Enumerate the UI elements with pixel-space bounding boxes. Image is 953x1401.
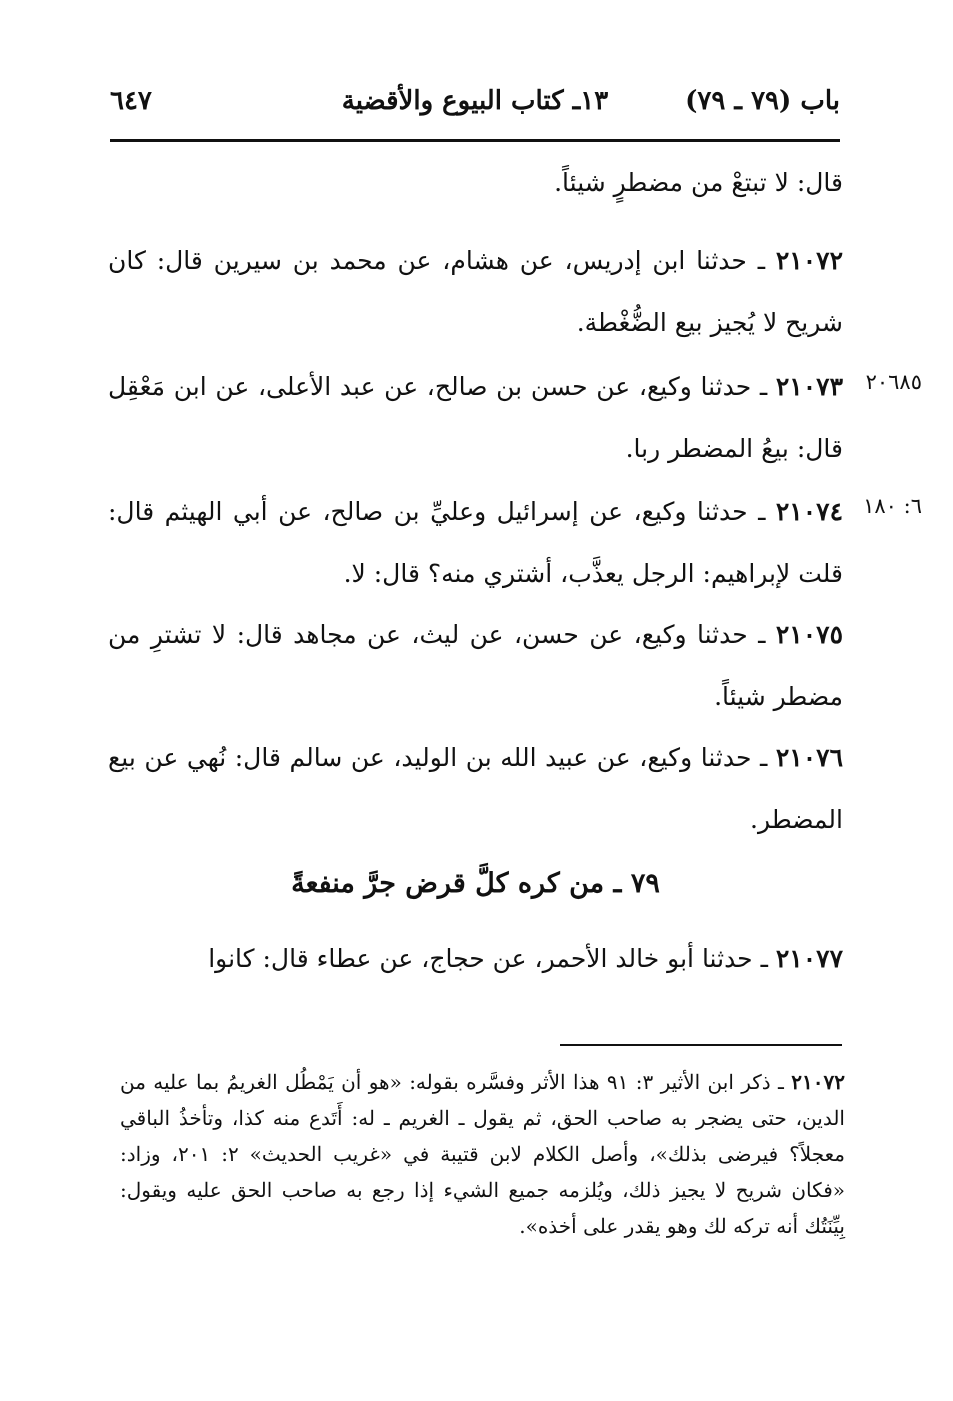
hadith-text: ـ حدثنا وكيع، عن إسرائيل وعليِّ بن صالح، عن أبي الهيثم قال: قلت لإبراهيم: الرجل يعذَّب، أشتري منه؟ قال: لا. [108, 497, 843, 588]
footnote-text: ـ ذكر ابن الأثير ٣: ٩١ هذا الأثر وفسَّره بقوله: «هو أن يَمْطُل الغريمُ بما عليه من الدين، حتى يضجر به صاحب الحق، ثم يقول ـ الغريم ـ له: أَتَدع منه كذا، وتأخذُ الباقي معجلاً؟ فيرضى بذلك»، وأصل الكلام لابن قتيبة في «غريب الحديث» ٢: ٢٠١، وزاد: «فكان شريح لا يجيز ذلك، ويُلزمه جميع الشيء إذا رجع به صاحب الحق عليه ويقول: بِيِّنَتُك أنه تركه لك وهو يقدر على أخذه». [120, 1070, 845, 1238]
hadith-number: ٢١٠٧٣ [775, 372, 843, 401]
hadith-number: ٢١٠٧٧ [775, 944, 843, 973]
hadith-number: ٢١٠٧٤ [775, 497, 843, 526]
hadith-21077 [108, 928, 843, 990]
margin-reference: ٢٠٦٨٥ [865, 370, 922, 394]
hadith-21072 [108, 230, 843, 354]
hadith-21073 [108, 356, 843, 480]
hadith-text: ـ حدثنا أبو خالد الأحمر، عن حجاج، عن عطاء قال: كانوا [208, 944, 776, 973]
hadith-text: ـ حدثنا وكيع، عن حسن، عن ليث، عن مجاهد قال: لا تشترِ من مضطر شيئاً. [108, 620, 843, 711]
footnote-number: ٢١٠٧٢ [791, 1070, 845, 1094]
footnote-divider [560, 1044, 842, 1046]
page-number: ٦٤٧ [110, 86, 152, 116]
footnote [120, 1064, 845, 1244]
hadith-text: ـ حدثنا وكيع، عن حسن بن صالح، عن عبد الأعلى، عن ابن مَعْقِل قال: بيعُ المضطر ربا. [108, 372, 843, 463]
hadith-text: ـ حدثنا ابن إدريس، عن هشام، عن محمد بن سيرين قال: كان شريح لا يُجيز بيع الضُّغْطة. [108, 246, 843, 337]
margin-reference: ٦: ١٨٠ [863, 494, 922, 518]
paragraph-continuation [108, 152, 843, 214]
chapter-range: باب (٧٩ ـ ٧٩) [685, 86, 840, 116]
hadith-21075 [108, 604, 843, 728]
hadith-text: ـ حدثنا وكيع، عن عبيد الله بن الوليد، عن سالم قال: نُهي عن بيع المضطر. [108, 743, 843, 834]
hadith-21074 [108, 481, 843, 605]
hadith-number: ٢١٠٧٦ [775, 743, 843, 772]
header-divider [110, 139, 840, 142]
paragraph-text: قال: لا تبتعْ من مضطرٍ شيئاً. [554, 168, 843, 197]
book-title: ١٣ـ كتاب البيوع والأقضية [341, 86, 609, 116]
hadith-number: ٢١٠٧٥ [775, 620, 843, 649]
running-header [110, 78, 840, 126]
section-heading: ٧٩ ـ من كره كلَّ قرض جرَّ منفعةً [291, 868, 660, 899]
hadith-21076 [108, 727, 843, 851]
hadith-number: ٢١٠٧٢ [775, 246, 843, 275]
